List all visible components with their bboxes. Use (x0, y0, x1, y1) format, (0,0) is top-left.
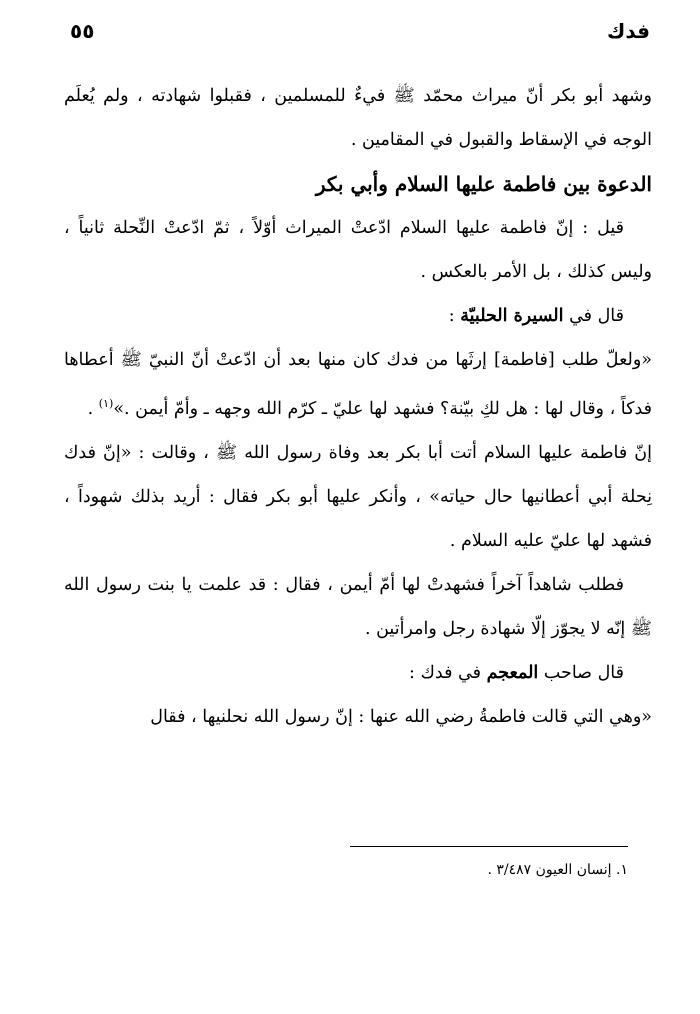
quote-paragraph (64, 338, 652, 431)
quote-end: . (87, 398, 99, 419)
source-title-sira: السيرة الحلبيّة (460, 306, 564, 326)
source-title-mujam: المعجم (486, 662, 539, 683)
chapter-title: فدك (607, 19, 650, 43)
paragraph-6: فطلب شاهداً آخراً فشهدتْ لها أمّ أيمن ، فقال : قد علمت يا بنت رسول الله ﷺ إنّه لا يجوّز إلّا شهادة رجل وامرأتين . (64, 574, 652, 639)
footnote: ١. إنسان العيون ٣/٤٨٧ . (487, 862, 628, 878)
paragraph-7-suffix: في فدك : (409, 662, 487, 683)
body-text (64, 74, 652, 739)
paragraph-1: وشهد أبو بكر أنّ ميراث محمّد ﷺ فيءٌ للمسلمين ، فقبلوا شهادته ، ولم يُعلَم الوجه في الإسقاط والقبول في المقامين . (64, 86, 652, 150)
paragraph-7-prefix: قال صاحب (538, 662, 624, 683)
paragraph-3 (64, 294, 652, 338)
paragraph-7 (64, 651, 652, 695)
quote-text: «ولعلّ طلب [فاطمة] إرثَها من فدك كان منها بعد أن ادّعتْ أنّ النبيّ ﷺ أعطاها فدكاً ، وقال لها : هل لكِ بيّنة؟ فشهد لها عليّ ـ كرّم الله وجهه ـ وأمّ أيمن .» (64, 350, 652, 419)
paragraph-5: إنّ فاطمة عليها السلام أتت أبا بكر بعد وفاة رسول الله ﷺ ، وقالت : «إنّ فدك نِحلة أبي أعطانيها حال حياته» ، وأنكر عليها أبو بكر فقال : أريد بذلك شهوداً ، فشهد لها عليّ عليه السلام . (64, 442, 652, 551)
footnote-marker: (١) (98, 397, 114, 410)
paragraph-8: «وهي التي قالت فاطمةُ رضي الله عنها : إنّ رسول الله نحلنيها ، فقال (150, 706, 652, 727)
paragraph-3-suffix: : (448, 306, 461, 326)
running-head (70, 16, 650, 46)
section-heading: الدعوة بين فاطمة عليها السلام وأبي بكر (315, 172, 652, 196)
paragraph-2: قيل : إنّ فاطمة عليها السلام ادّعتْ الميراث أوّلاً ، ثمّ ادّعتْ النِّحلة ثانياً ، وليس كذلك ، بل الأمر بالعكس . (64, 218, 652, 282)
paragraph-3-prefix: قال في (563, 306, 624, 326)
page-number: ٥٥ (70, 19, 95, 43)
footnote-divider (350, 846, 628, 847)
